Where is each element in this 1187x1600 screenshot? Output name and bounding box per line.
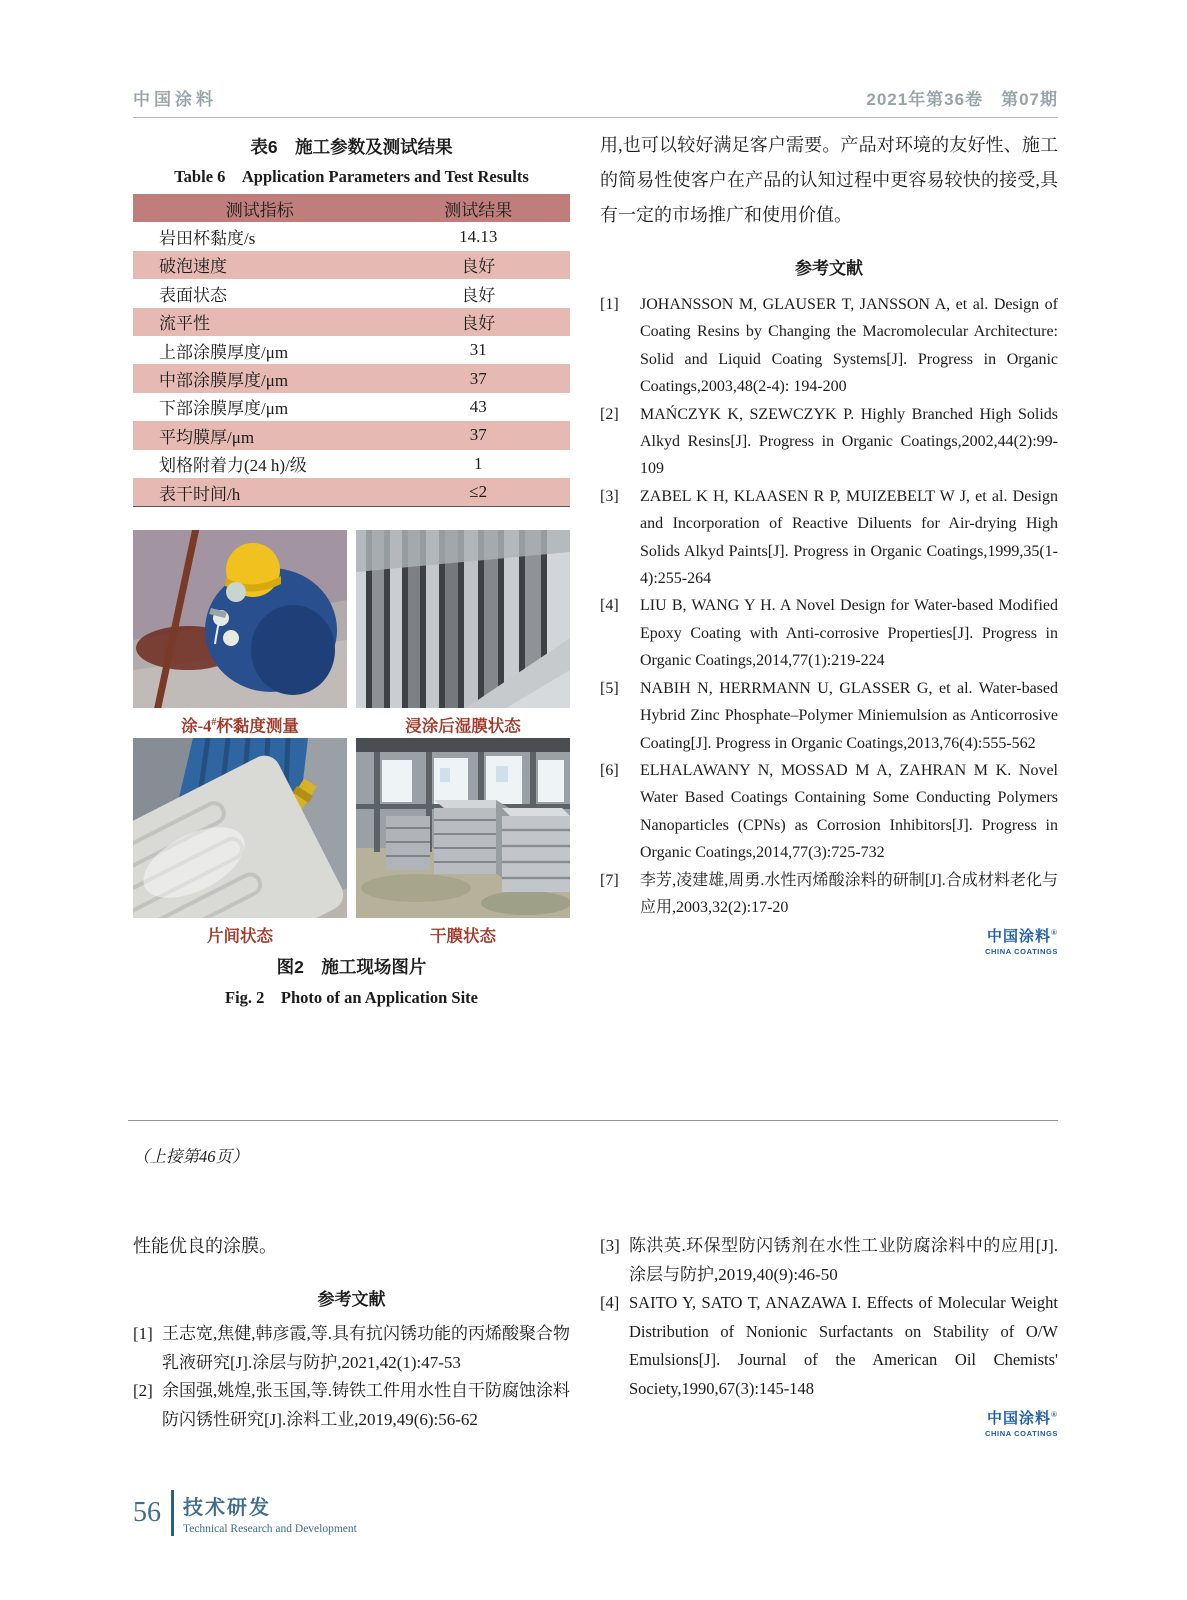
ref-number: [2] [133, 1381, 153, 1400]
ref-number: [3] [600, 487, 619, 505]
row-value: 良好 [461, 285, 496, 305]
row-label: 中部涂膜厚度/μm [159, 371, 289, 391]
table6-title-zh: 表6 施工参数及测试结果 [250, 137, 453, 157]
row-label: 下部涂膜厚度/μm [159, 399, 289, 419]
row-label: 平均膜厚/μm [159, 427, 255, 447]
ref-number: [4] [600, 597, 619, 615]
table-row [133, 421, 570, 449]
ref-number: [1] [133, 1324, 153, 1343]
section-divider [128, 1120, 1058, 1121]
table-row [133, 364, 570, 392]
caption-sup: # [211, 717, 217, 729]
row-value: 良好 [461, 257, 496, 277]
row-label: 表干时间/h [159, 484, 241, 504]
ref-text: ELHALAWANY N, MOSSAD M A, ZAHRAN M K. Novel Water Based Coatings Containing Some Conducting Polymers Nanoparticles (CPNs) as Corrosion Inhibitors[J]. Progress in Organic Coatings,2014,77(3):725-732 [640, 761, 1058, 862]
row-label: 破泡速度 [159, 257, 227, 277]
ref-number: [6] [600, 761, 619, 779]
logo-en: CHINA COATINGS [985, 1429, 1058, 1438]
table-row [133, 450, 570, 478]
table6 [133, 194, 570, 507]
fig2-title-en: Fig. 2 Photo of an Application Site [224, 988, 479, 1008]
dry-film-photo [356, 738, 570, 918]
photo-dry-film [356, 738, 570, 948]
table-row [133, 336, 570, 364]
ref-number: [4] [600, 1293, 620, 1312]
ref-text: 李芳,凌建雄,周勇.水性丙烯酸涂料的研制[J].合成材料老化与应用,2003,32(2):17-20 [640, 871, 1058, 916]
table-row [133, 478, 570, 506]
logo-zh-text: 中国涂料 [987, 929, 1052, 946]
caption-dry-film [356, 918, 570, 948]
reference-item [600, 483, 1058, 593]
row-label: 上部涂膜厚度/μm [159, 342, 289, 362]
caption-text: 干膜状态 [430, 926, 496, 946]
between-fins-photo [133, 738, 347, 918]
row-value: 1 [473, 453, 483, 473]
table-row [133, 251, 570, 279]
reference-item [600, 1289, 1058, 1403]
reference-item [600, 867, 1058, 922]
col-header-result: 测试结果 [444, 200, 513, 220]
continuation-note: （上接第46页） [133, 1147, 249, 1166]
caption-text: 涂-4 [181, 716, 212, 736]
row-value: 37 [469, 425, 487, 445]
photo-viscosity-measurement [133, 530, 347, 738]
footer-section-en: Technical Research and Development [183, 1523, 357, 1535]
table-row [133, 222, 570, 250]
page-footer [133, 1490, 357, 1536]
logo-reg-mark: ® [1051, 928, 1058, 938]
caption-viscosity [133, 708, 347, 738]
ref-text: 陈洪英.环保型防闪锈剂在水性工业防腐涂料中的应用[J].涂层与防护,2019,40(9):46-50 [629, 1236, 1058, 1284]
reference-item [600, 1232, 1058, 1289]
china-coatings-logo [600, 925, 1058, 956]
bottom-right-column [600, 1232, 1058, 1438]
ref-number: [2] [600, 405, 619, 423]
caption-text: 片间状态 [207, 926, 273, 946]
reference-item [600, 291, 1058, 401]
table-header-row [133, 194, 570, 222]
journal-name: 中国涂料 [133, 90, 217, 109]
wet-film-photo [356, 530, 570, 708]
viscosity-measurement-photo [133, 530, 347, 708]
right-column [600, 128, 1058, 956]
caption-text: 杯黏度测量 [216, 716, 299, 736]
reference-item [600, 592, 1058, 674]
references-heading: 参考文献 [795, 259, 863, 278]
ref-text: ZABEL K H, KLAASEN R P, MUIZEBELT W J, et al. Design and Incorporation of Reactive Diluents for Air-drying High Solids Alkyd Paints[J]. Progress in Organic Coatings,1999,35(1-4):255-264 [640, 487, 1058, 588]
logo-zh [987, 925, 1058, 946]
reference-item [600, 675, 1058, 757]
row-value: 37 [469, 368, 487, 388]
closing-paragraph: 性能优良的涂膜。 [133, 1236, 277, 1256]
row-value: 31 [469, 340, 487, 360]
logo-reg-mark: ® [1051, 1410, 1058, 1419]
ref-number: [3] [600, 1236, 620, 1255]
ref-number: [5] [600, 679, 619, 697]
logo-en: CHINA COATINGS [985, 947, 1058, 957]
bottom-references-heading: 参考文献 [317, 1290, 386, 1309]
ref-text: 余国强,姚煌,张玉国,等.铸铁工件用水性自干防腐蚀涂料防闪锈性研究[J].涂料工业,2019,49(6):56-62 [162, 1381, 570, 1429]
top-paragraph: 用,也可以较好满足客户需要。产品对环境的友好性、施工的简易性使客户在产品的认知过程中更容易较快的接受,具有一定的市场推广和使用价值。 [600, 135, 1058, 225]
ref-number: [7] [600, 871, 619, 889]
ref-text: NABIH N, HERRMANN U, GLASSER G, et al. Water-based Hybrid Zinc Phosphate–Polymer Miniemulsion as Anticorrosive Coating[J]. Progress in Organic Coatings,2013,76(4):555-562 [640, 679, 1058, 752]
logo-zh [987, 1407, 1058, 1428]
photo-between-fins [133, 738, 347, 948]
footer-section [183, 1491, 357, 1535]
table-row [133, 279, 570, 307]
caption-between-fins [133, 918, 347, 948]
footer-divider-bar [171, 1490, 174, 1536]
table-row [133, 308, 570, 336]
fig2-title-zh: 图2 施工现场图片 [276, 957, 427, 978]
ref-number: [1] [600, 296, 619, 313]
row-label: 流平性 [159, 314, 210, 334]
photo-wet-film [356, 530, 570, 738]
reference-item [133, 1320, 570, 1377]
ref-text: 王志宽,焦健,韩彦霞,等.具有抗闪锈功能的丙烯酸聚合物乳液研究[J].涂层与防护,2021,42(1):47-53 [162, 1324, 570, 1372]
issue-info: 2021年第36卷 第07期 [866, 90, 1058, 109]
table-row [133, 393, 570, 421]
logo-zh-text: 中国涂料 [987, 1411, 1052, 1427]
ref-text: MAŃCZYK K, SZEWCZYK P. Highly Branched High Solids Alkyd Resins[J]. Progress in Organic Coatings,2002,44(2):99-109 [640, 405, 1058, 478]
figure2-photo-grid [133, 530, 570, 948]
ref-text: JOHANSSON M, GLAUSER T, JANSSON A, et al. Design of Coating Resins by Changing the Macromolecular Architecture: Solid and Liquid Coating Systems[J]. Progress in Organic Coatings,2003,48(2-4): 194-200 [640, 296, 1058, 396]
bottom-left-column [133, 1232, 570, 1434]
row-value: 良好 [461, 314, 496, 334]
col-header-indicator: 测试指标 [225, 200, 294, 220]
reference-item [600, 401, 1058, 483]
row-value: 14.13 [459, 226, 498, 246]
reference-item [600, 757, 1058, 867]
reference-item [133, 1377, 570, 1434]
ref-text: LIU B, WANG Y H. A Novel Design for Water-based Modified Epoxy Coating with Anti-corrosive Properties[J]. Progress in Organic Coatings,2014,77(1):219-224 [640, 597, 1058, 670]
row-label: 岩田杯黏度/s [159, 229, 256, 249]
row-label: 划格附着力(24 h)/级 [159, 456, 307, 476]
table6-title-en: Table 6 Application Parameters and Test Results [174, 167, 529, 186]
ref-text: SAITO Y, SATO T, ANAZAWA I. Effects of Molecular Weight Distribution of Nonionic Surfactants on Stability of O/W Emulsions[J]. Journal of the American Oil Chemists' Society,1990,67(3):145-148 [629, 1293, 1058, 1398]
caption-text: 浸涂后湿膜状态 [405, 716, 521, 736]
footer-section-zh: 技术研发 [183, 1497, 271, 1519]
row-label: 表面状态 [159, 285, 227, 305]
left-column [133, 134, 570, 1008]
china-coatings-logo [600, 1407, 1058, 1438]
page-header [133, 84, 1058, 118]
row-value: 43 [469, 396, 487, 416]
row-value: ≤2 [469, 482, 488, 502]
caption-wet-film [356, 708, 570, 738]
footer-page-number: 56 [133, 1497, 161, 1528]
